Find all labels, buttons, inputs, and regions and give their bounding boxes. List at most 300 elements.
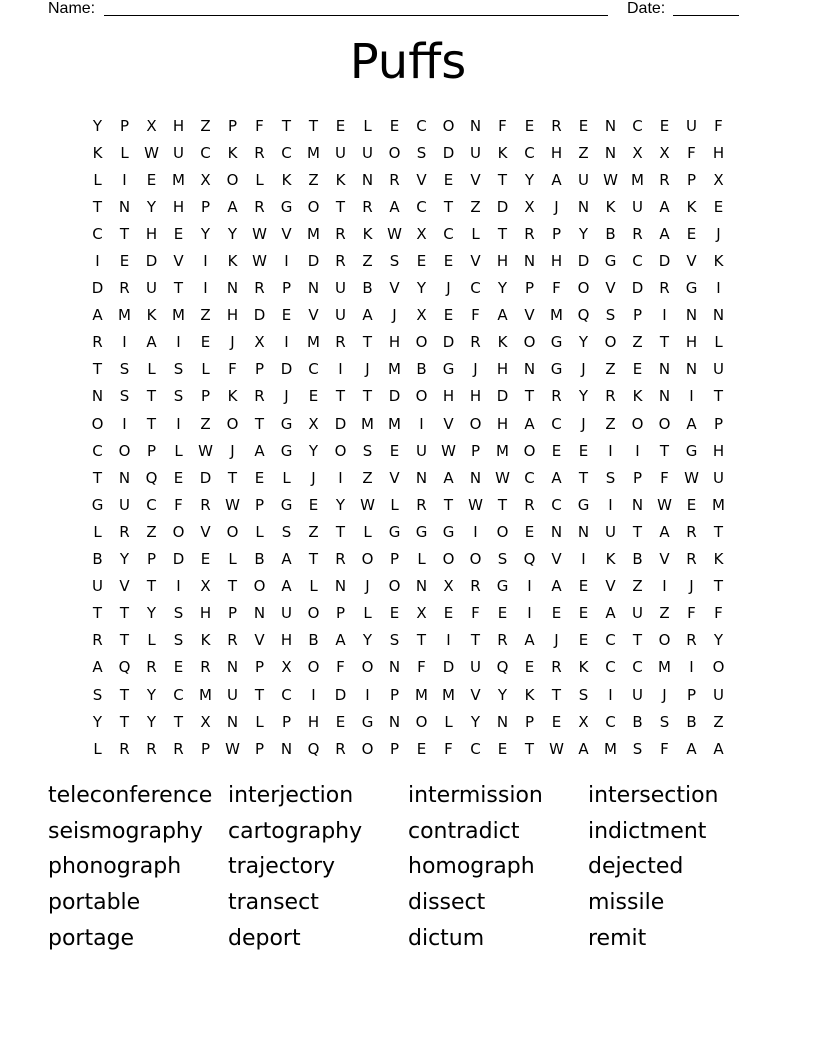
grid-letter: T	[497, 224, 508, 243]
grid-letter: C	[200, 143, 211, 162]
grid-letter: C	[416, 197, 427, 216]
grid-letter: T	[254, 685, 265, 704]
grid-letter: R	[254, 279, 265, 298]
grid-letter: Y	[416, 279, 427, 298]
grid-letter: O	[172, 522, 185, 541]
grid-letter: V	[686, 252, 697, 271]
grid-letter: T	[254, 414, 265, 433]
grid-letter: A	[92, 306, 103, 325]
grid-letter: A	[551, 577, 562, 596]
grid-letter: T	[416, 631, 427, 650]
grid-letter: D	[496, 387, 509, 406]
grid-letter: E	[443, 252, 454, 271]
grid-letter: X	[443, 577, 454, 596]
grid-letter: K	[497, 333, 508, 352]
grid-row	[84, 275, 732, 302]
grid-letter: R	[686, 522, 697, 541]
grid-letter: A	[524, 414, 535, 433]
grid-letter: J	[716, 224, 721, 243]
grid-letter: I	[338, 360, 343, 379]
grid-letter: C	[92, 224, 103, 243]
grid-letter: J	[689, 577, 694, 596]
grid-letter: N	[226, 658, 239, 677]
grid-letter: S	[605, 468, 616, 487]
grid-letter: T	[713, 522, 724, 541]
grid-letter: P	[335, 604, 346, 623]
grid-letter: P	[632, 306, 643, 325]
grid-letter: Y	[470, 712, 481, 731]
grid-letter: V	[254, 631, 265, 650]
grid-letter: A	[551, 170, 562, 189]
grid-letter: A	[281, 577, 292, 596]
grid-letter: G	[550, 333, 563, 352]
grid-letter: O	[226, 522, 239, 541]
grid-letter: F	[471, 306, 480, 325]
grid-letter: Z	[200, 116, 211, 135]
grid-letter: S	[173, 387, 184, 406]
grid-letter: W	[657, 495, 672, 514]
grid-letter: L	[201, 360, 210, 379]
grid-letter: U	[713, 360, 724, 379]
grid-letter: R	[659, 170, 670, 189]
grid-letter: K	[335, 170, 346, 189]
grid-row	[84, 383, 732, 410]
grid-letter: I	[176, 577, 181, 596]
grid-letter: X	[200, 577, 211, 596]
grid-letter: L	[255, 522, 264, 541]
grid-letter: O	[604, 333, 617, 352]
grid-letter: E	[686, 495, 697, 514]
header	[48, 0, 748, 20]
grid-letter: E	[524, 658, 535, 677]
grid-letter: M	[307, 224, 320, 243]
grid-letter: L	[471, 224, 480, 243]
grid-letter: E	[173, 658, 184, 677]
grid-letter: F	[552, 279, 561, 298]
grid-letter: P	[389, 685, 400, 704]
grid-letter: D	[658, 252, 671, 271]
grid-letter: R	[551, 387, 562, 406]
grid-letter: U	[605, 522, 616, 541]
grid-letter: M	[307, 143, 320, 162]
grid-letter: W	[603, 170, 618, 189]
grid-letter: C	[146, 495, 157, 514]
grid-letter: B	[632, 712, 643, 731]
grid-letter: E	[335, 712, 346, 731]
grid-letter: E	[173, 224, 184, 243]
word-list-item: deport	[228, 925, 301, 951]
grid-letter: J	[473, 360, 478, 379]
grid-letter: E	[200, 333, 211, 352]
grid-letter: V	[281, 224, 292, 243]
grid-row	[84, 464, 732, 491]
grid-letter: Q	[307, 739, 320, 758]
grid-letter: I	[608, 685, 613, 704]
grid-letter: L	[363, 604, 372, 623]
grid-letter: Z	[605, 360, 616, 379]
grid-letter: M	[442, 685, 455, 704]
grid-letter: V	[551, 550, 562, 569]
grid-letter: X	[200, 170, 211, 189]
grid-letter: P	[524, 712, 535, 731]
grid-letter: Z	[362, 252, 373, 271]
grid-letter: I	[419, 414, 424, 433]
grid-letter: I	[581, 550, 586, 569]
grid-letter: E	[497, 604, 508, 623]
grid-letter: T	[470, 631, 481, 650]
grid-letter: R	[146, 739, 157, 758]
grid-row	[84, 573, 732, 600]
grid-letter: G	[604, 252, 617, 271]
grid-letter: O	[415, 333, 428, 352]
grid-letter: Y	[92, 116, 103, 135]
grid-letter: P	[200, 739, 211, 758]
grid-letter: L	[282, 468, 291, 487]
grid-letter: E	[578, 441, 589, 460]
grid-letter: D	[388, 387, 401, 406]
grid-letter: F	[174, 495, 183, 514]
grid-letter: R	[686, 631, 697, 650]
grid-letter: N	[523, 360, 536, 379]
grid-letter: I	[284, 333, 289, 352]
grid-letter: Y	[335, 495, 346, 514]
grid-row	[84, 302, 732, 329]
grid-letter: T	[92, 604, 103, 623]
grid-letter: V	[389, 279, 400, 298]
grid-letter: Y	[146, 197, 157, 216]
grid-letter: D	[577, 252, 590, 271]
grid-letter: I	[365, 685, 370, 704]
grid-letter: U	[92, 577, 103, 596]
grid-letter: K	[200, 631, 211, 650]
grid-letter: L	[714, 333, 723, 352]
grid-row	[84, 437, 732, 464]
grid-letter: S	[173, 631, 184, 650]
grid-letter: G	[280, 441, 293, 460]
grid-letter: M	[172, 306, 185, 325]
grid-letter: K	[686, 197, 697, 216]
grid-letter: T	[308, 116, 319, 135]
grid-letter: O	[415, 387, 428, 406]
grid-letter: F	[471, 604, 480, 623]
grid-letter: A	[497, 306, 508, 325]
grid-letter: N	[226, 712, 239, 731]
grid-letter: S	[92, 685, 103, 704]
word-list-item: remit	[588, 925, 647, 951]
grid-letter: H	[226, 306, 239, 325]
grid-letter: G	[685, 441, 698, 460]
grid-letter: V	[416, 170, 427, 189]
grid-letter: I	[608, 495, 613, 514]
grid-letter: W	[225, 739, 240, 758]
grid-letter: L	[147, 360, 156, 379]
grid-letter: N	[685, 360, 698, 379]
grid-letter: C	[605, 658, 616, 677]
grid-letter: E	[578, 631, 589, 650]
grid-letter: G	[577, 495, 590, 514]
grid-letter: O	[496, 522, 509, 541]
grid-letter: O	[577, 279, 590, 298]
grid-letter: I	[662, 306, 667, 325]
grid-letter: K	[632, 387, 643, 406]
grid-letter: T	[173, 712, 184, 731]
grid-letter: A	[281, 550, 292, 569]
grid-letter: O	[388, 143, 401, 162]
grid-letter: Y	[578, 224, 589, 243]
grid-letter: H	[496, 360, 509, 379]
grid-letter: J	[311, 468, 316, 487]
grid-letter: M	[550, 306, 563, 325]
grid-row	[84, 627, 732, 654]
grid-letter: I	[662, 577, 667, 596]
grid-letter: E	[443, 604, 454, 623]
grid-letter: O	[226, 170, 239, 189]
grid-letter: N	[604, 116, 617, 135]
grid-letter: G	[388, 522, 401, 541]
word-list-item: dictum	[408, 925, 485, 951]
grid-letter: B	[254, 550, 265, 569]
grid-letter: P	[389, 739, 400, 758]
grid-letter: A	[686, 739, 697, 758]
grid-letter: C	[416, 116, 427, 135]
grid-letter: R	[92, 631, 103, 650]
grid-letter: N	[496, 712, 509, 731]
grid-letter: E	[578, 577, 589, 596]
grid-letter: H	[469, 387, 482, 406]
word-list-item: seismography	[48, 818, 203, 844]
grid-letter: A	[146, 333, 157, 352]
word-list-item: phonograph	[48, 854, 182, 880]
grid-letter: A	[443, 468, 454, 487]
grid-letter: L	[93, 739, 102, 758]
grid-letter: Q	[145, 468, 158, 487]
grid-letter: S	[659, 712, 670, 731]
grid-letter: Q	[523, 550, 536, 569]
grid-letter: I	[473, 522, 478, 541]
grid-letter: O	[658, 631, 671, 650]
grid-letter: F	[687, 604, 696, 623]
grid-letter: T	[119, 685, 130, 704]
grid-letter: R	[335, 739, 346, 758]
grid-letter: Z	[362, 468, 373, 487]
grid-letter: P	[227, 116, 238, 135]
grid-letter: J	[365, 360, 370, 379]
grid-letter: R	[92, 333, 103, 352]
grid-letter: F	[336, 658, 345, 677]
grid-letter: V	[443, 414, 454, 433]
grid-letter: L	[93, 170, 102, 189]
grid-letter: R	[470, 577, 481, 596]
grid-letter: I	[176, 414, 181, 433]
grid-letter: P	[146, 441, 157, 460]
grid-letter: O	[91, 414, 104, 433]
grid-letter: E	[524, 522, 535, 541]
grid-letter: A	[92, 658, 103, 677]
grid-letter: D	[199, 468, 212, 487]
grid-letter: O	[712, 658, 725, 677]
grid-letter: U	[335, 279, 346, 298]
grid-letter: R	[632, 224, 643, 243]
grid-letter: L	[228, 550, 237, 569]
grid-letter: E	[389, 441, 400, 460]
grid-letter: E	[389, 116, 400, 135]
grid-letter: X	[416, 306, 427, 325]
word-list-item: contradict	[408, 818, 520, 844]
grid-letter: L	[147, 631, 156, 650]
grid-letter: U	[227, 685, 238, 704]
grid-letter: J	[581, 414, 586, 433]
grid-letter: P	[227, 604, 238, 623]
grid-letter: T	[119, 604, 130, 623]
grid-row	[84, 329, 732, 356]
grid-letter: T	[632, 631, 643, 650]
grid-letter: R	[146, 658, 157, 677]
grid-letter: R	[335, 333, 346, 352]
word-list-item: teleconference	[48, 783, 213, 808]
grid-row	[84, 600, 732, 627]
grid-letter: M	[388, 360, 401, 379]
grid-letter: M	[118, 306, 131, 325]
grid-row	[84, 166, 732, 193]
grid-letter: F	[660, 468, 669, 487]
grid-letter: R	[659, 279, 670, 298]
grid-letter: T	[173, 279, 184, 298]
grid-letter: V	[659, 550, 670, 569]
grid-letter: F	[255, 116, 264, 135]
grid-letter: G	[280, 495, 293, 514]
grid-letter: G	[91, 495, 104, 514]
grid-letter: R	[119, 279, 130, 298]
grid-letter: C	[605, 712, 616, 731]
grid-letter: A	[362, 306, 373, 325]
grid-letter: R	[119, 522, 130, 541]
grid-letter: M	[712, 495, 725, 514]
word-list-item: transect	[228, 890, 319, 916]
grid-letter: N	[550, 522, 563, 541]
grid-letter: L	[390, 495, 399, 514]
grid-letter: P	[470, 441, 481, 460]
grid-letter: Q	[496, 658, 509, 677]
grid-letter: A	[605, 604, 616, 623]
grid-letter: E	[443, 306, 454, 325]
grid-letter: M	[388, 414, 401, 433]
grid-letter: S	[362, 441, 373, 460]
grid-letter: K	[605, 197, 616, 216]
word-list-item: intermission	[408, 783, 543, 808]
grid-letter: E	[686, 224, 697, 243]
grid-letter: O	[442, 550, 455, 569]
grid-letter: H	[550, 143, 563, 162]
grid-letter: E	[713, 197, 724, 216]
word-list-item: dejected	[588, 854, 684, 880]
word-list-item: portable	[48, 890, 141, 916]
grid-letter: T	[659, 441, 670, 460]
grid-letter: R	[551, 116, 562, 135]
grid-letter: T	[92, 360, 103, 379]
grid-letter: J	[230, 441, 235, 460]
grid-letter: V	[605, 279, 616, 298]
grid-letter: P	[119, 116, 130, 135]
grid-letter: B	[632, 550, 643, 569]
grid-letter: O	[361, 739, 374, 758]
grid-letter: G	[280, 414, 293, 433]
grid-letter: V	[470, 252, 481, 271]
grid-letter: E	[146, 170, 157, 189]
grid-letter: T	[632, 522, 643, 541]
grid-letter: T	[362, 333, 373, 352]
grid-letter: R	[200, 658, 211, 677]
grid-letter: S	[578, 685, 589, 704]
grid-row	[84, 139, 732, 166]
grid-letter: O	[523, 441, 536, 460]
grid-letter: M	[307, 333, 320, 352]
grid-letter: L	[120, 143, 129, 162]
grid-letter: U	[173, 143, 184, 162]
grid-letter: E	[119, 252, 130, 271]
grid-letter: O	[226, 414, 239, 433]
grid-letter: N	[388, 712, 401, 731]
grid-letter: M	[199, 685, 212, 704]
grid-letter: T	[92, 197, 103, 216]
grid-letter: H	[442, 387, 455, 406]
grid-letter: S	[119, 387, 130, 406]
grid-letter: A	[659, 224, 670, 243]
grid-letter: T	[524, 739, 535, 758]
grid-letter: F	[714, 604, 723, 623]
grid-letter: E	[551, 604, 562, 623]
grid-letter: I	[122, 414, 127, 433]
grid-letter: S	[281, 522, 292, 541]
grid-letter: I	[284, 252, 289, 271]
grid-letter: T	[362, 387, 373, 406]
grid-letter: R	[227, 631, 238, 650]
grid-letter: I	[527, 577, 532, 596]
grid-row	[84, 546, 732, 573]
grid-letter: J	[554, 631, 559, 650]
grid-letter: Y	[200, 224, 211, 243]
grid-letter: E	[632, 360, 643, 379]
grid-letter: E	[578, 116, 589, 135]
grid-letter: H	[496, 414, 509, 433]
grid-letter: G	[361, 712, 374, 731]
grid-letter: U	[686, 116, 697, 135]
grid-row	[84, 247, 732, 274]
grid-letter: X	[416, 604, 427, 623]
grid-letter: P	[281, 279, 292, 298]
grid-letter: W	[468, 495, 483, 514]
grid-letter: H	[388, 333, 401, 352]
grid-letter: R	[524, 224, 535, 243]
grid-letter: U	[713, 468, 724, 487]
grid-letter: D	[145, 252, 158, 271]
grid-letter: J	[392, 306, 397, 325]
grid-letter: A	[578, 739, 589, 758]
word-list-item: indictment	[588, 818, 707, 844]
grid-letter: P	[713, 414, 724, 433]
grid-letter: N	[415, 577, 428, 596]
grid-letter: E	[173, 468, 184, 487]
grid-letter: E	[254, 468, 265, 487]
grid-letter: A	[713, 739, 724, 758]
grid-letter: E	[335, 116, 346, 135]
grid-row	[84, 518, 732, 545]
grid-letter: C	[524, 468, 535, 487]
grid-letter: E	[281, 306, 292, 325]
grid-letter: F	[714, 116, 723, 135]
grid-letter: G	[685, 279, 698, 298]
grid-letter: V	[605, 577, 616, 596]
grid-letter: B	[416, 360, 427, 379]
